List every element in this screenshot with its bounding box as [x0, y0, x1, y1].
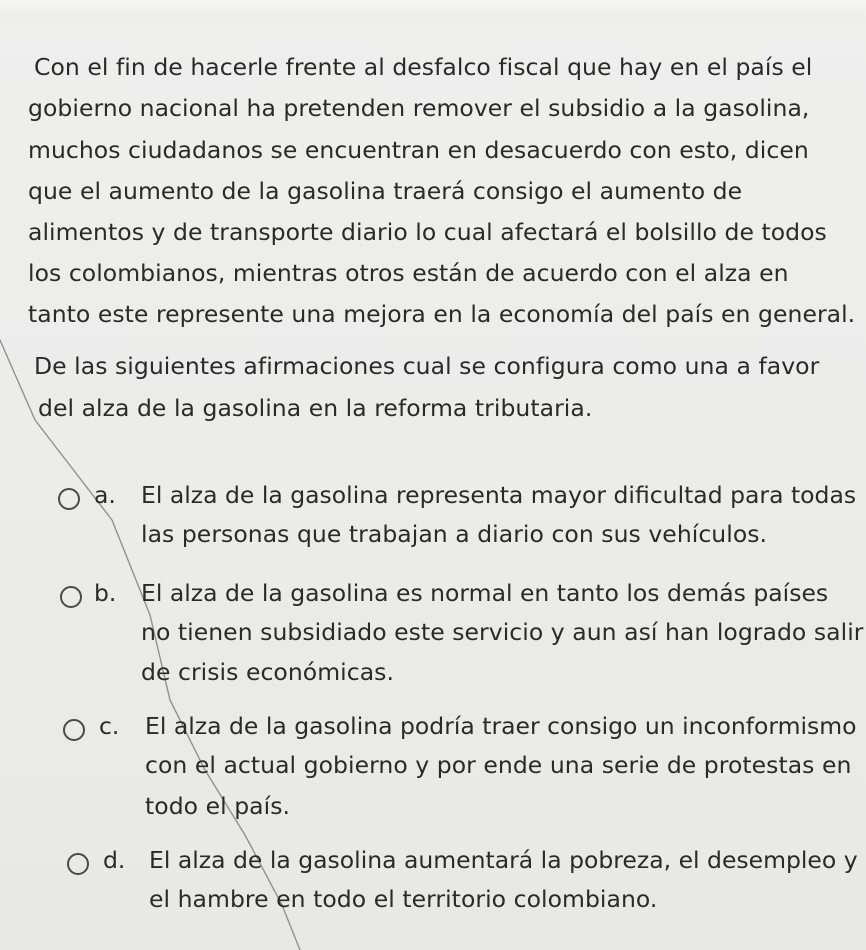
passage-line: los colombianos, mientras otros están de acuerdo con el alza en: [28, 259, 789, 287]
option-text-line: las personas que trabajan a diario con sus vehículos.: [141, 520, 768, 548]
option-text-line: con el actual gobierno y por ende una serie de protestas en: [145, 751, 852, 779]
option-text-line: el hambre en todo el territorio colombiano.: [149, 885, 658, 913]
passage-line: alimentos y de transporte diario lo cual afectará el bolsillo de todos: [28, 218, 827, 246]
option-letter: a.: [94, 481, 116, 509]
passage-line: que el aumento de la gasolina traerá consigo el aumento de: [28, 177, 743, 205]
option-text-line: El alza de la gasolina aumentará la pobreza, el desempleo y: [149, 846, 858, 874]
option-a[interactable]: [0, 476, 866, 510]
option-text-line: de crisis económicas.: [141, 658, 394, 686]
radio-icon[interactable]: [67, 853, 89, 875]
option-text-line: El alza de la gasolina es normal en tanto los demás países: [141, 579, 829, 607]
radio-icon[interactable]: [63, 719, 85, 741]
passage-line: tanto este represente una mejora en la economía del país en general.: [28, 300, 856, 328]
question-line: del alza de la gasolina en la reforma tributaria.: [38, 394, 593, 422]
page-top-edge: [0, 0, 866, 22]
radio-icon[interactable]: [60, 586, 82, 608]
radio-icon[interactable]: [58, 488, 80, 510]
passage-line: gobierno nacional ha pretenden remover el subsidio a la gasolina,: [28, 94, 810, 122]
option-text-line: El alza de la gasolina podría traer consigo un inconformismo: [145, 712, 857, 740]
passage-line: muchos ciudadanos se encuentran en desacuerdo con esto, dicen: [28, 136, 809, 164]
option-text-line: no tienen subsidiado este servicio y aun así han logrado salir: [141, 618, 864, 646]
option-text-line: todo el país.: [145, 792, 291, 820]
question-line: De las siguientes afirmaciones cual se configura como una a favor: [34, 352, 820, 380]
passage-line: Con el fin de hacerle frente al desfalco fiscal que hay en el país el: [34, 53, 813, 81]
option-letter: d.: [103, 846, 126, 874]
option-b[interactable]: [0, 574, 866, 608]
option-d[interactable]: [0, 841, 866, 875]
option-letter: b.: [94, 579, 117, 607]
option-c[interactable]: [0, 707, 866, 741]
option-text-line: El alza de la gasolina representa mayor dificultad para todas: [141, 481, 857, 509]
option-letter: c.: [99, 712, 120, 740]
